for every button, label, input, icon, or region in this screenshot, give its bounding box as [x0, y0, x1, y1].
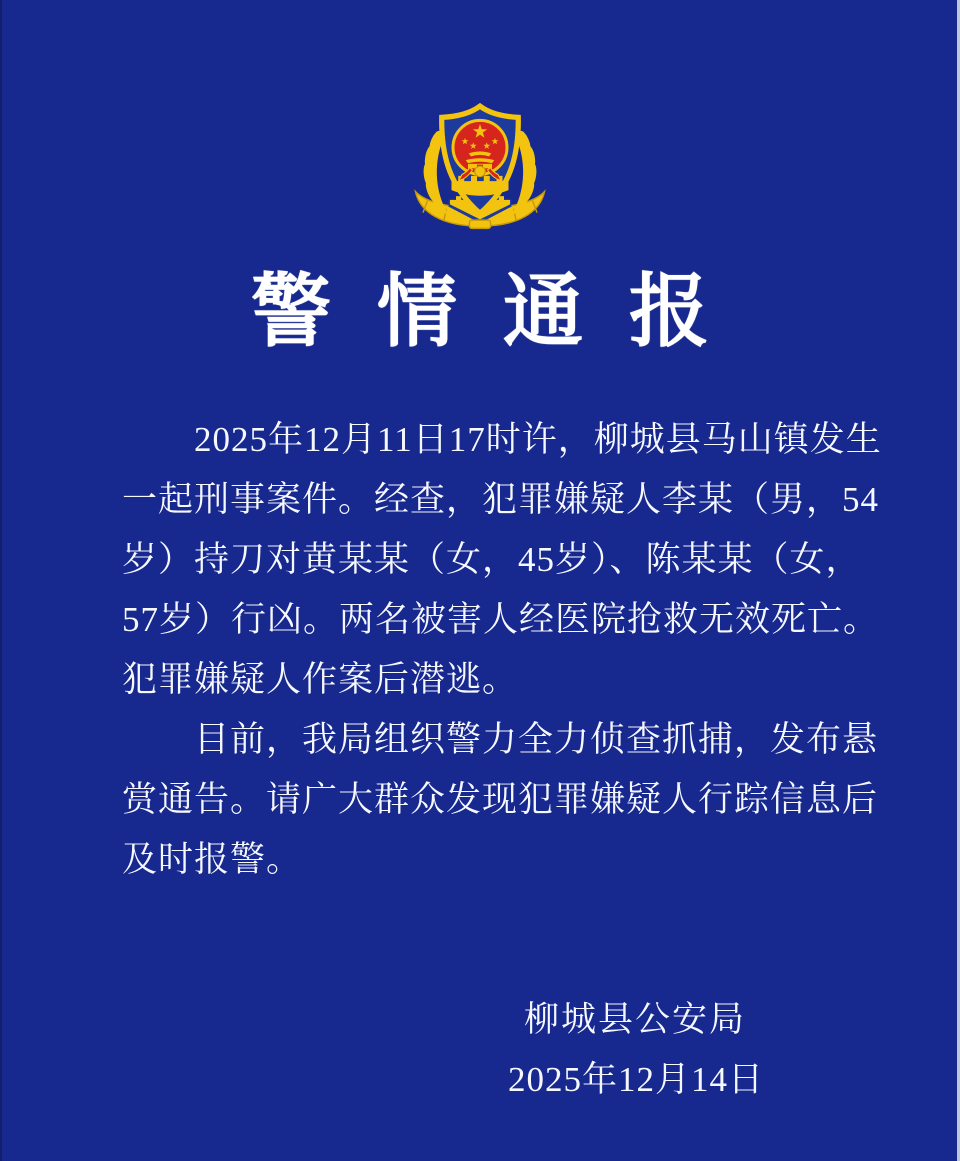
signature-date: 2025年12月14日 — [508, 1060, 765, 1099]
body-line: 岁）持刀对黄某某（女，45岁）、陈某某（女， — [122, 540, 862, 579]
body-line: 2025年12月11日17时许，柳城县马山镇发生 — [194, 420, 882, 459]
notice-body — [122, 410, 882, 890]
body-line: 一起刑事案件。经查，犯罪嫌疑人李某（男，54 — [122, 480, 880, 519]
screen-edge-left — [0, 0, 2, 1161]
body-line: 目前，我局组织警力全力侦查抓捕，发布悬 — [194, 720, 879, 759]
police-badge-icon — [405, 86, 555, 241]
signature-agency: 柳城县公安局 — [524, 1000, 747, 1039]
notice-title: 警情通报 — [251, 269, 755, 357]
body-line: 犯罪嫌疑人作案后潜逃。 — [122, 660, 519, 699]
body-line: 57岁）行凶。两名被害人经医院抢救无效死亡。 — [122, 600, 880, 639]
body-line: 赏通告。请广大群众发现犯罪嫌疑人行踪信息后 — [122, 780, 879, 819]
body-line: 及时报警。 — [122, 840, 303, 879]
